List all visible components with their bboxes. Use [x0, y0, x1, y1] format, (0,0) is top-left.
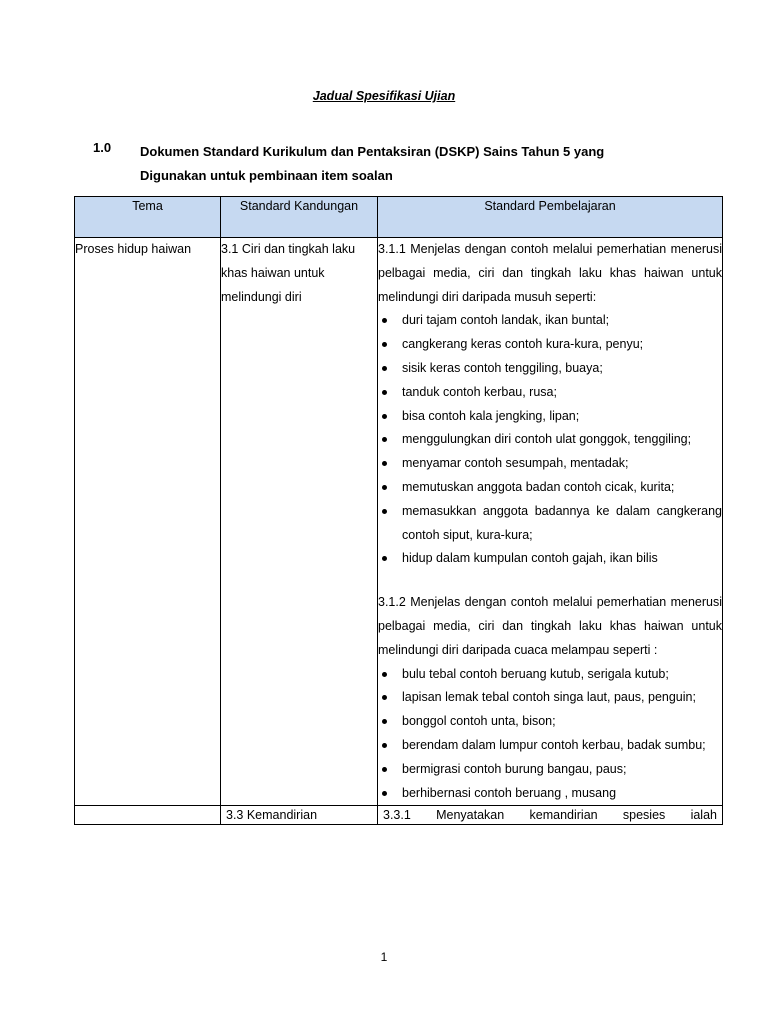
specification-table — [74, 196, 723, 825]
table-header-row — [75, 197, 723, 238]
bullet-icon — [382, 485, 387, 490]
bullet-list-weather — [378, 663, 722, 806]
list-item: tanduk contoh kerbau, rusa; — [378, 381, 722, 405]
header-standard-pembelajaran: Standard Pembelajaran — [378, 197, 723, 238]
learning-standard-3-3-1: 3.3.1 Menyatakan kemandirian spesies ialah — [383, 808, 717, 823]
bullet-list-predators — [378, 309, 722, 571]
section-number: 1.0 — [93, 140, 112, 155]
document-title: Jadual Spesifikasi Ujian — [312, 89, 456, 103]
cell-kandungan: 3.1 Ciri dan tingkah laku khas haiwan untuk melindungi diri — [221, 238, 378, 806]
section-heading — [140, 140, 720, 187]
header-tema: Tema — [75, 197, 221, 238]
list-item: bulu tebal contoh beruang kutub, serigala kutub; — [378, 663, 722, 687]
section-heading-line-1: Dokumen Standard Kurikulum dan Pentaksiran (DSKP) Sains Tahun 5 yang — [140, 144, 605, 159]
list-item: hidup dalam kumpulan contoh gajah, ikan bilis — [378, 547, 722, 571]
bullet-icon — [382, 366, 387, 371]
cell-pembelajaran — [378, 238, 723, 806]
table-row — [75, 806, 723, 825]
list-item: cangkerang keras contoh kura-kura, penyu; — [378, 333, 722, 357]
page-number: 1 — [380, 950, 388, 964]
bullet-icon — [382, 414, 387, 419]
list-item: sisik keras contoh tenggiling, buaya; — [378, 357, 722, 381]
table-row — [75, 238, 723, 806]
bullet-icon — [382, 743, 387, 748]
list-item: menggulungkan diri contoh ulat gonggok, tenggiling; — [378, 428, 722, 452]
list-item: bisa contoh kala jengking, lipan; — [378, 405, 722, 429]
bullet-icon — [382, 695, 387, 700]
bullet-icon — [382, 342, 387, 347]
bullet-icon — [382, 719, 387, 724]
header-standard-kandungan: Standard Kandungan — [221, 197, 378, 238]
bullet-icon — [382, 509, 387, 514]
learning-standard-3-1-2: 3.1.2 Menjelas dengan contoh melalui pemerhatian menerusi pelbagai media, ciri dan tingkah laku khas haiwan untuk melindungi diri daripada cuaca melampau seperti : — [378, 595, 722, 657]
list-item: lapisan lemak tebal contoh singa laut, paus, penguin; — [378, 686, 722, 710]
section-heading-line-2: Digunakan untuk pembinaan item soalan — [140, 167, 393, 183]
cell-kandungan: 3.3 Kemandirian — [221, 806, 378, 825]
list-item: berendam dalam lumpur contoh kerbau, badak sumbu; — [378, 734, 722, 758]
bullet-icon — [382, 390, 387, 395]
bullet-icon — [382, 437, 387, 442]
list-item: memasukkan anggota badannya ke dalam cangkerang contoh siput, kura-kura; — [378, 500, 722, 548]
bullet-icon — [382, 767, 387, 772]
bullet-icon — [382, 672, 387, 677]
bullet-icon — [382, 791, 387, 796]
list-item: bermigrasi contoh burung bangau, paus; — [378, 758, 722, 782]
learning-standard-3-1-1: 3.1.1 Menjelas dengan contoh melalui pemerhatian menerusi pelbagai media, ciri dan tingkah laku khas haiwan untuk melindungi diri daripada musuh seperti: — [378, 242, 722, 304]
list-item: memutuskan anggota badan contoh cicak, kurita; — [378, 476, 722, 500]
cell-tema — [75, 806, 221, 825]
list-item: berhibernasi contoh beruang , musang — [378, 782, 722, 806]
cell-pembelajaran — [378, 806, 723, 825]
bullet-icon — [382, 318, 387, 323]
list-item: menyamar contoh sesumpah, mentadak; — [378, 452, 722, 476]
cell-tema: Proses hidup haiwan — [75, 238, 221, 806]
list-item: duri tajam contoh landak, ikan buntal; — [378, 309, 722, 333]
bullet-icon — [382, 461, 387, 466]
bullet-icon — [382, 556, 387, 561]
list-item: bonggol contoh unta, bison; — [378, 710, 722, 734]
